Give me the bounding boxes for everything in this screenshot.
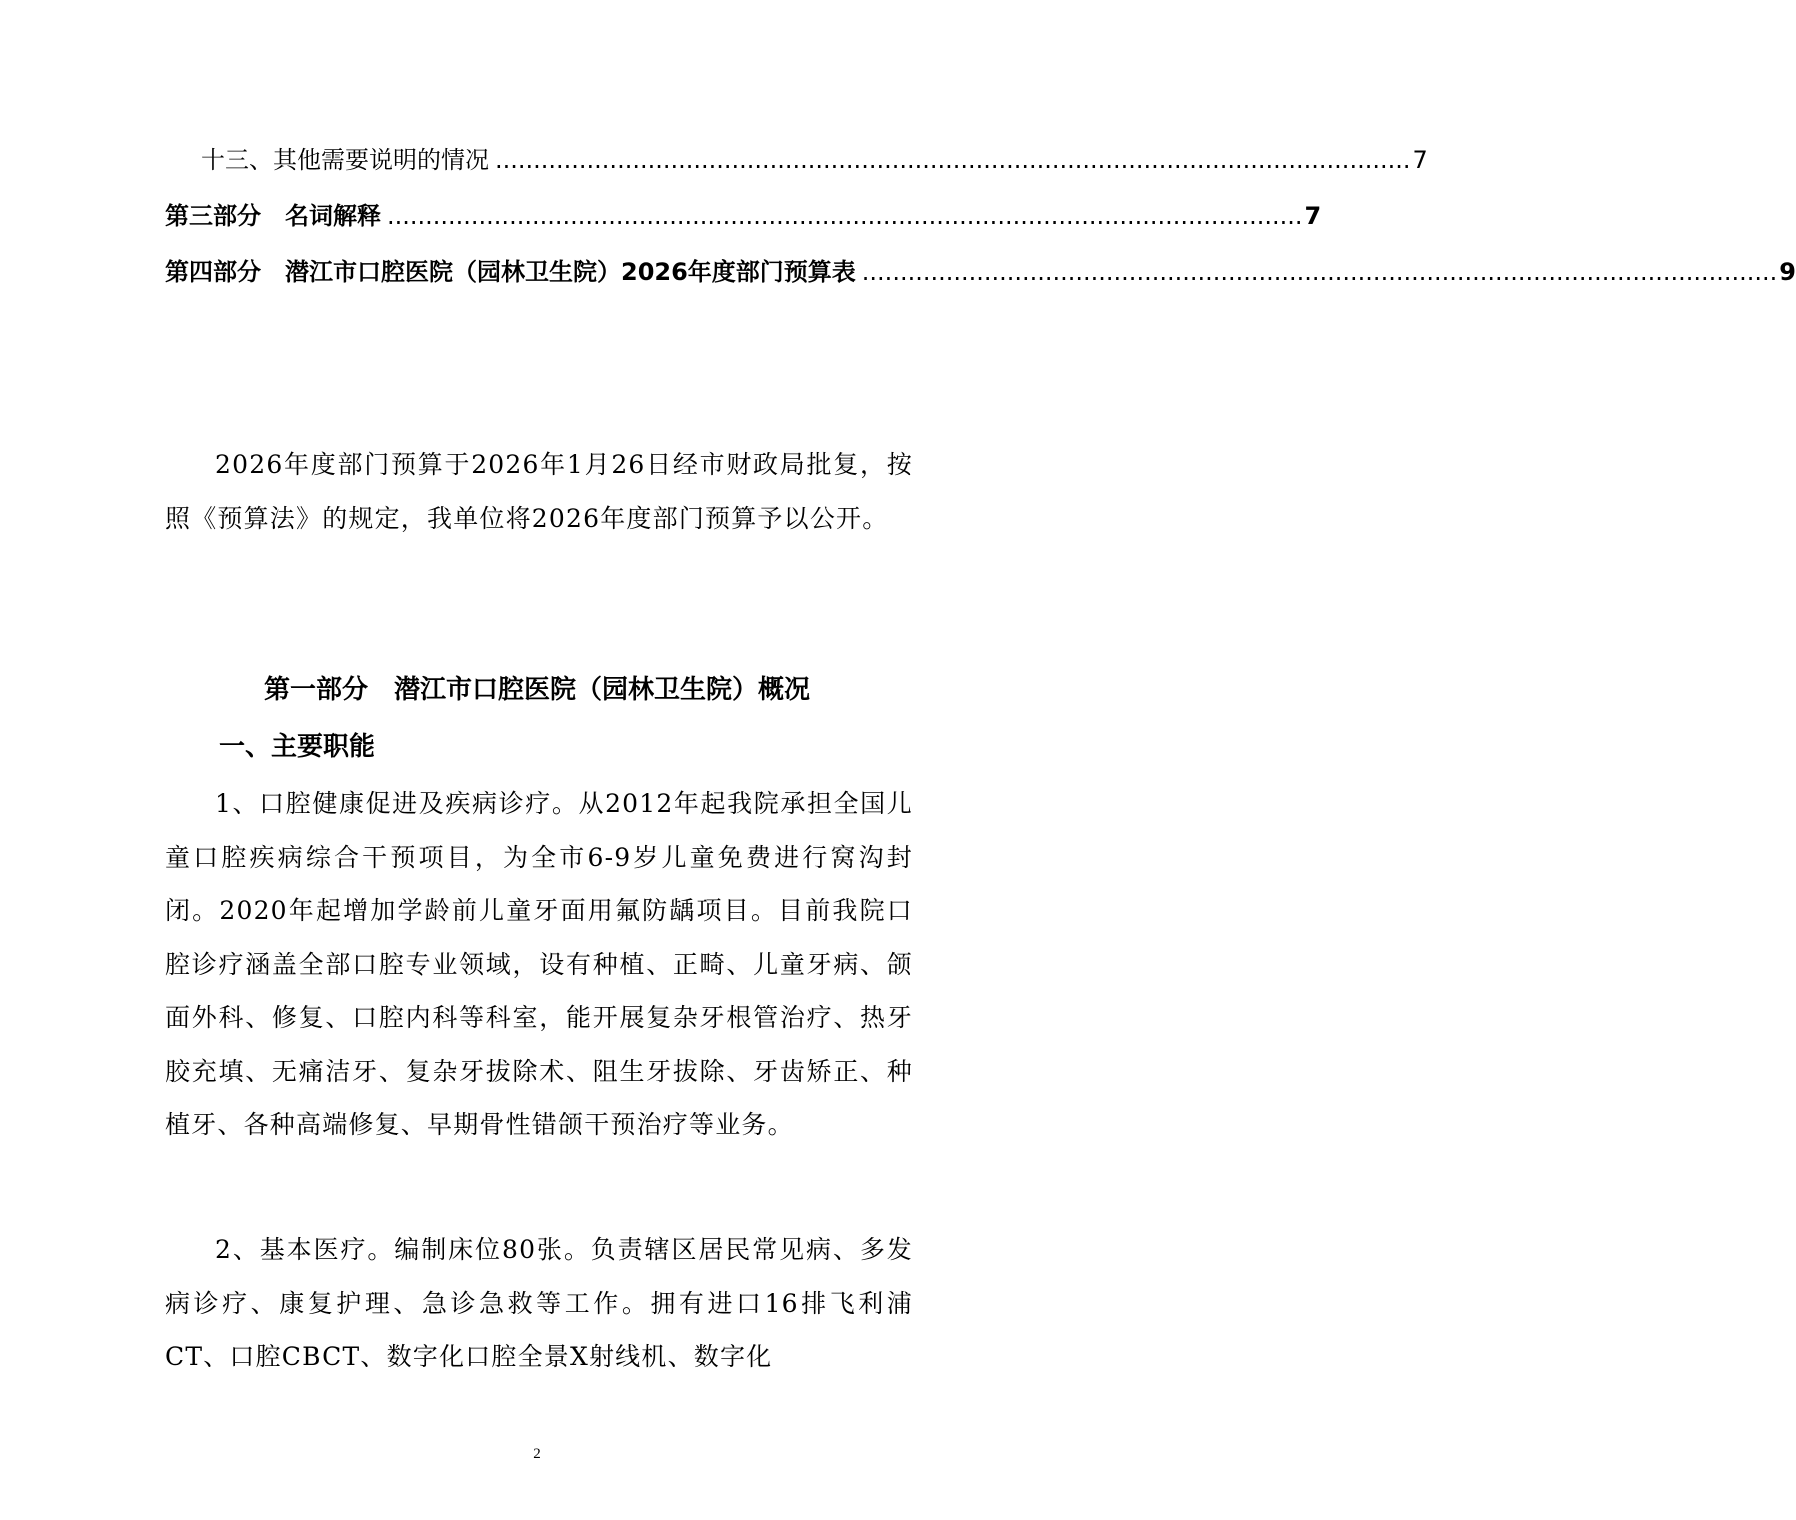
toc-entry-page: 9 (1779, 258, 1796, 286)
function-paragraph-basic-medical: 2、基本医疗。编制床位80张。负责辖区居民常见病、多发病诊疗、康复护理、急诊急救等工作。拥有进口16排飞利浦CT、口腔CBCT、数字化口腔全景X射线机、数字化 (165, 1235, 913, 1371)
page-number: 2 (533, 1446, 541, 1462)
toc-entry-page: 7 (1304, 202, 1322, 230)
part-one-title: 第一部分 潜江市口腔医院（园林卫生院）概况 (263, 675, 810, 705)
toc-entry-title: 第四部分 潜江市口腔医院（园林卫生院）2026年度部门预算表 (165, 258, 856, 286)
toc-entry-part-four[interactable] (165, 252, 1796, 292)
toc-leader-dots: ........................................................................................................................ (495, 146, 1411, 174)
main-functions-heading: 一、主要职能 (219, 732, 376, 762)
toc-entry-part-three[interactable] (165, 196, 1322, 236)
toc-entry-title: 第三部分 名词解释 (165, 202, 381, 230)
function-paragraph-oral-health: 1、口腔健康促进及疾病诊疗。从2012年起我院承担全国儿童口腔疾病综合干预项目，为全市6-9岁儿童免费进行窝沟封闭。2020年起增加学龄前儿童牙面用氟防龋项目。目前我院口腔诊疗涵盖全部口腔专业领域，设有种植、正畸、儿童牙病、颌面外科、修复、口腔内科等科室，能开展复杂牙根管治疗、热牙胶充填、无痛洁牙、复杂牙拔除术、阻生牙拔除、牙齿矫正、种植牙、各种高端修复、早期骨性错颌干预治疗等业务。 (165, 789, 913, 1139)
toc-leader-dots: ........................................................................................................................ (861, 258, 1778, 286)
toc-leader-dots: ........................................................................................................................ (387, 202, 1303, 230)
intro-paragraph: 2026年度部门预算于2026年1月26日经市财政局批复，按照《预算法》的规定，我单位将2026年度部门预算予以公开。 (165, 450, 913, 533)
toc-entry-title: 十三、其他需要说明的情况 (201, 146, 489, 174)
toc-entry-other-notes[interactable] (201, 140, 1428, 180)
toc-entry-page: 7 (1412, 146, 1428, 174)
